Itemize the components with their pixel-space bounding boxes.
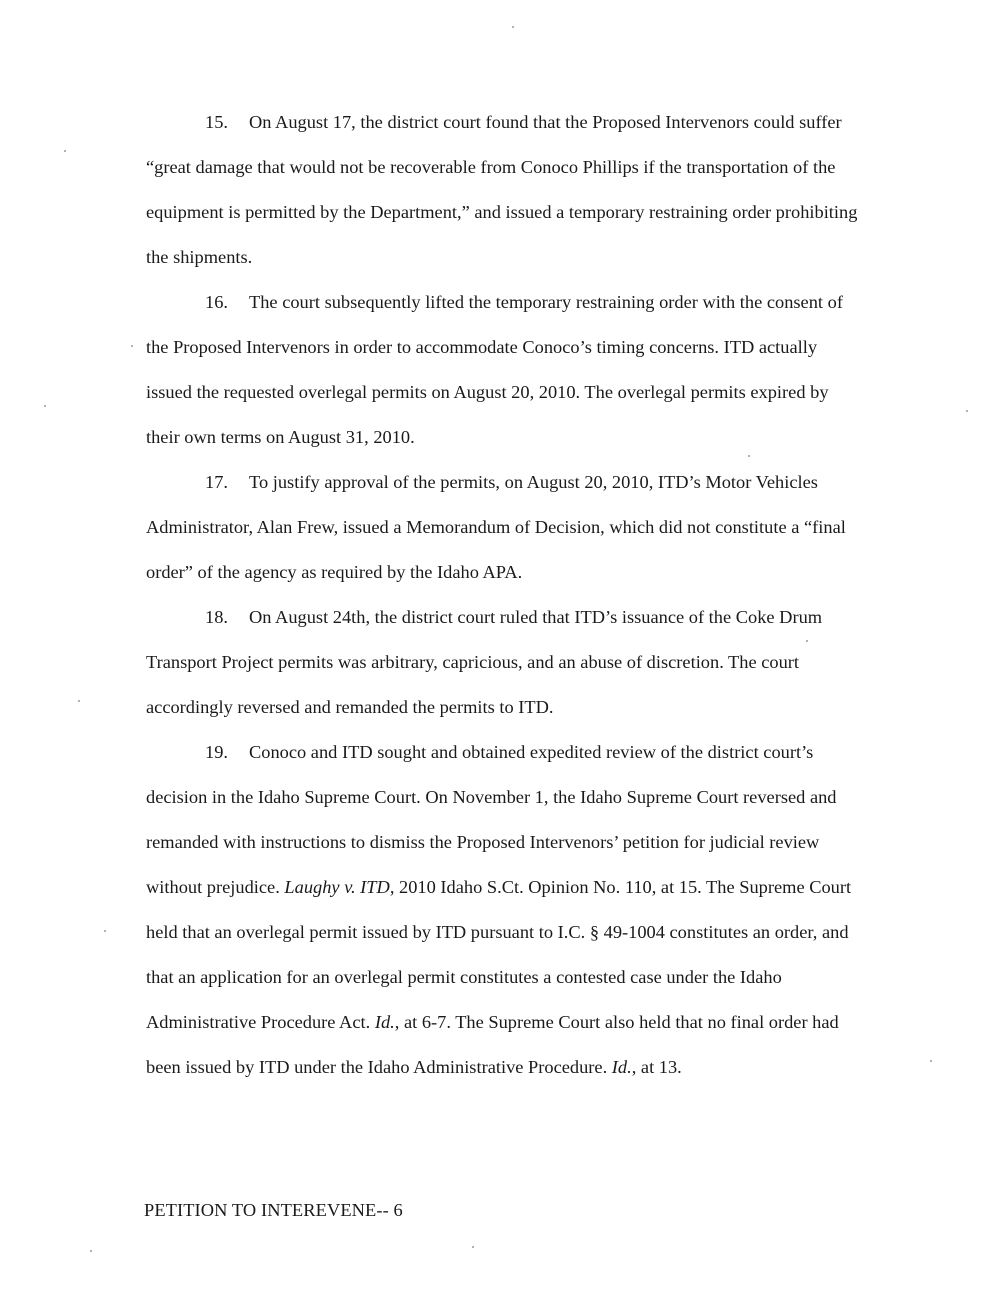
scan-speck	[78, 700, 80, 702]
paragraph-number: 16.	[205, 292, 228, 312]
scan-speck	[512, 26, 514, 28]
scan-speck	[44, 405, 46, 407]
paragraph-17	[146, 460, 858, 595]
paragraph-number: 17.	[205, 472, 228, 492]
scan-speck	[966, 410, 968, 412]
paragraph-18	[146, 595, 858, 730]
paragraph-text: , at 6-7. The Supreme Court also held that no final order had been issued by ITD under the Idaho Administrative Procedure.	[146, 1012, 839, 1077]
paragraph-text: On August 17, the district court found that the Proposed Intervenors could suffer “great damage that would not be recoverable from Conoco Phillips if the transportation of the equipment is permitted by the Department,” and issued a temporary restraining order prohibiting the shipments.	[146, 112, 858, 267]
scan-speck	[64, 150, 66, 152]
paragraph-number: 19.	[205, 742, 228, 762]
scan-speck	[930, 1060, 932, 1062]
scan-speck	[90, 1250, 92, 1252]
document-body	[146, 100, 858, 1090]
page-footer: PETITION TO INTEREVENE-- 6	[144, 1200, 403, 1220]
paragraph-text: On August 24th, the district court ruled that ITD’s issuance of the Coke Drum Transport Project permits was arbitrary, capricious, and an abuse of discretion. The court accordingly reversed and remanded the permits to ITD.	[146, 607, 823, 717]
id-citation: Id.	[611, 1057, 632, 1077]
scan-speck	[104, 930, 106, 932]
scan-speck	[472, 1246, 474, 1248]
paragraph-16	[146, 280, 858, 460]
paragraph-number: 18.	[205, 607, 228, 627]
case-citation: Laughy v. ITD	[284, 877, 390, 897]
paragraph-number: 15.	[205, 112, 228, 132]
paragraph-text: Conoco and ITD sought and obtained expedited review of the district court’s decision in the Idaho Supreme Court. On November 1, the Idaho Supreme Court reversed and remanded with instructions to dismiss the Proposed Intervenors’ petition for judicial review without prejudice.	[146, 742, 837, 897]
id-citation: Id.	[374, 1012, 395, 1032]
paragraph-15	[146, 100, 858, 280]
paragraph-text: To justify approval of the permits, on August 20, 2010, ITD’s Motor Vehicles Administrator, Alan Frew, issued a Memorandum of Decision, which did not constitute a “final order” of the agency as required by the Idaho APA.	[146, 472, 846, 582]
scan-speck	[748, 455, 750, 457]
paragraph-text: , 2010 Idaho S.Ct. Opinion No. 110, at 15. The Supreme Court held that an overlegal permit issued by ITD pursuant to I.C. § 49-1004 constitutes an order, and that an application for an overlegal permit constitutes a contested case under the Idaho Administrative Procedure Act.	[146, 877, 852, 1032]
paragraph-text: , at 13.	[631, 1057, 682, 1077]
scan-speck	[131, 345, 133, 347]
paragraph-text: The court subsequently lifted the temporary restraining order with the consent of the Proposed Intervenors in order to accommodate Conoco’s timing concerns. ITD actually issued the requested overlegal permits on August 20, 2010. The overlegal permits expired by their own terms on August 31, 2010.	[146, 292, 843, 447]
paragraph-19	[146, 730, 858, 1090]
scan-speck	[806, 640, 808, 642]
